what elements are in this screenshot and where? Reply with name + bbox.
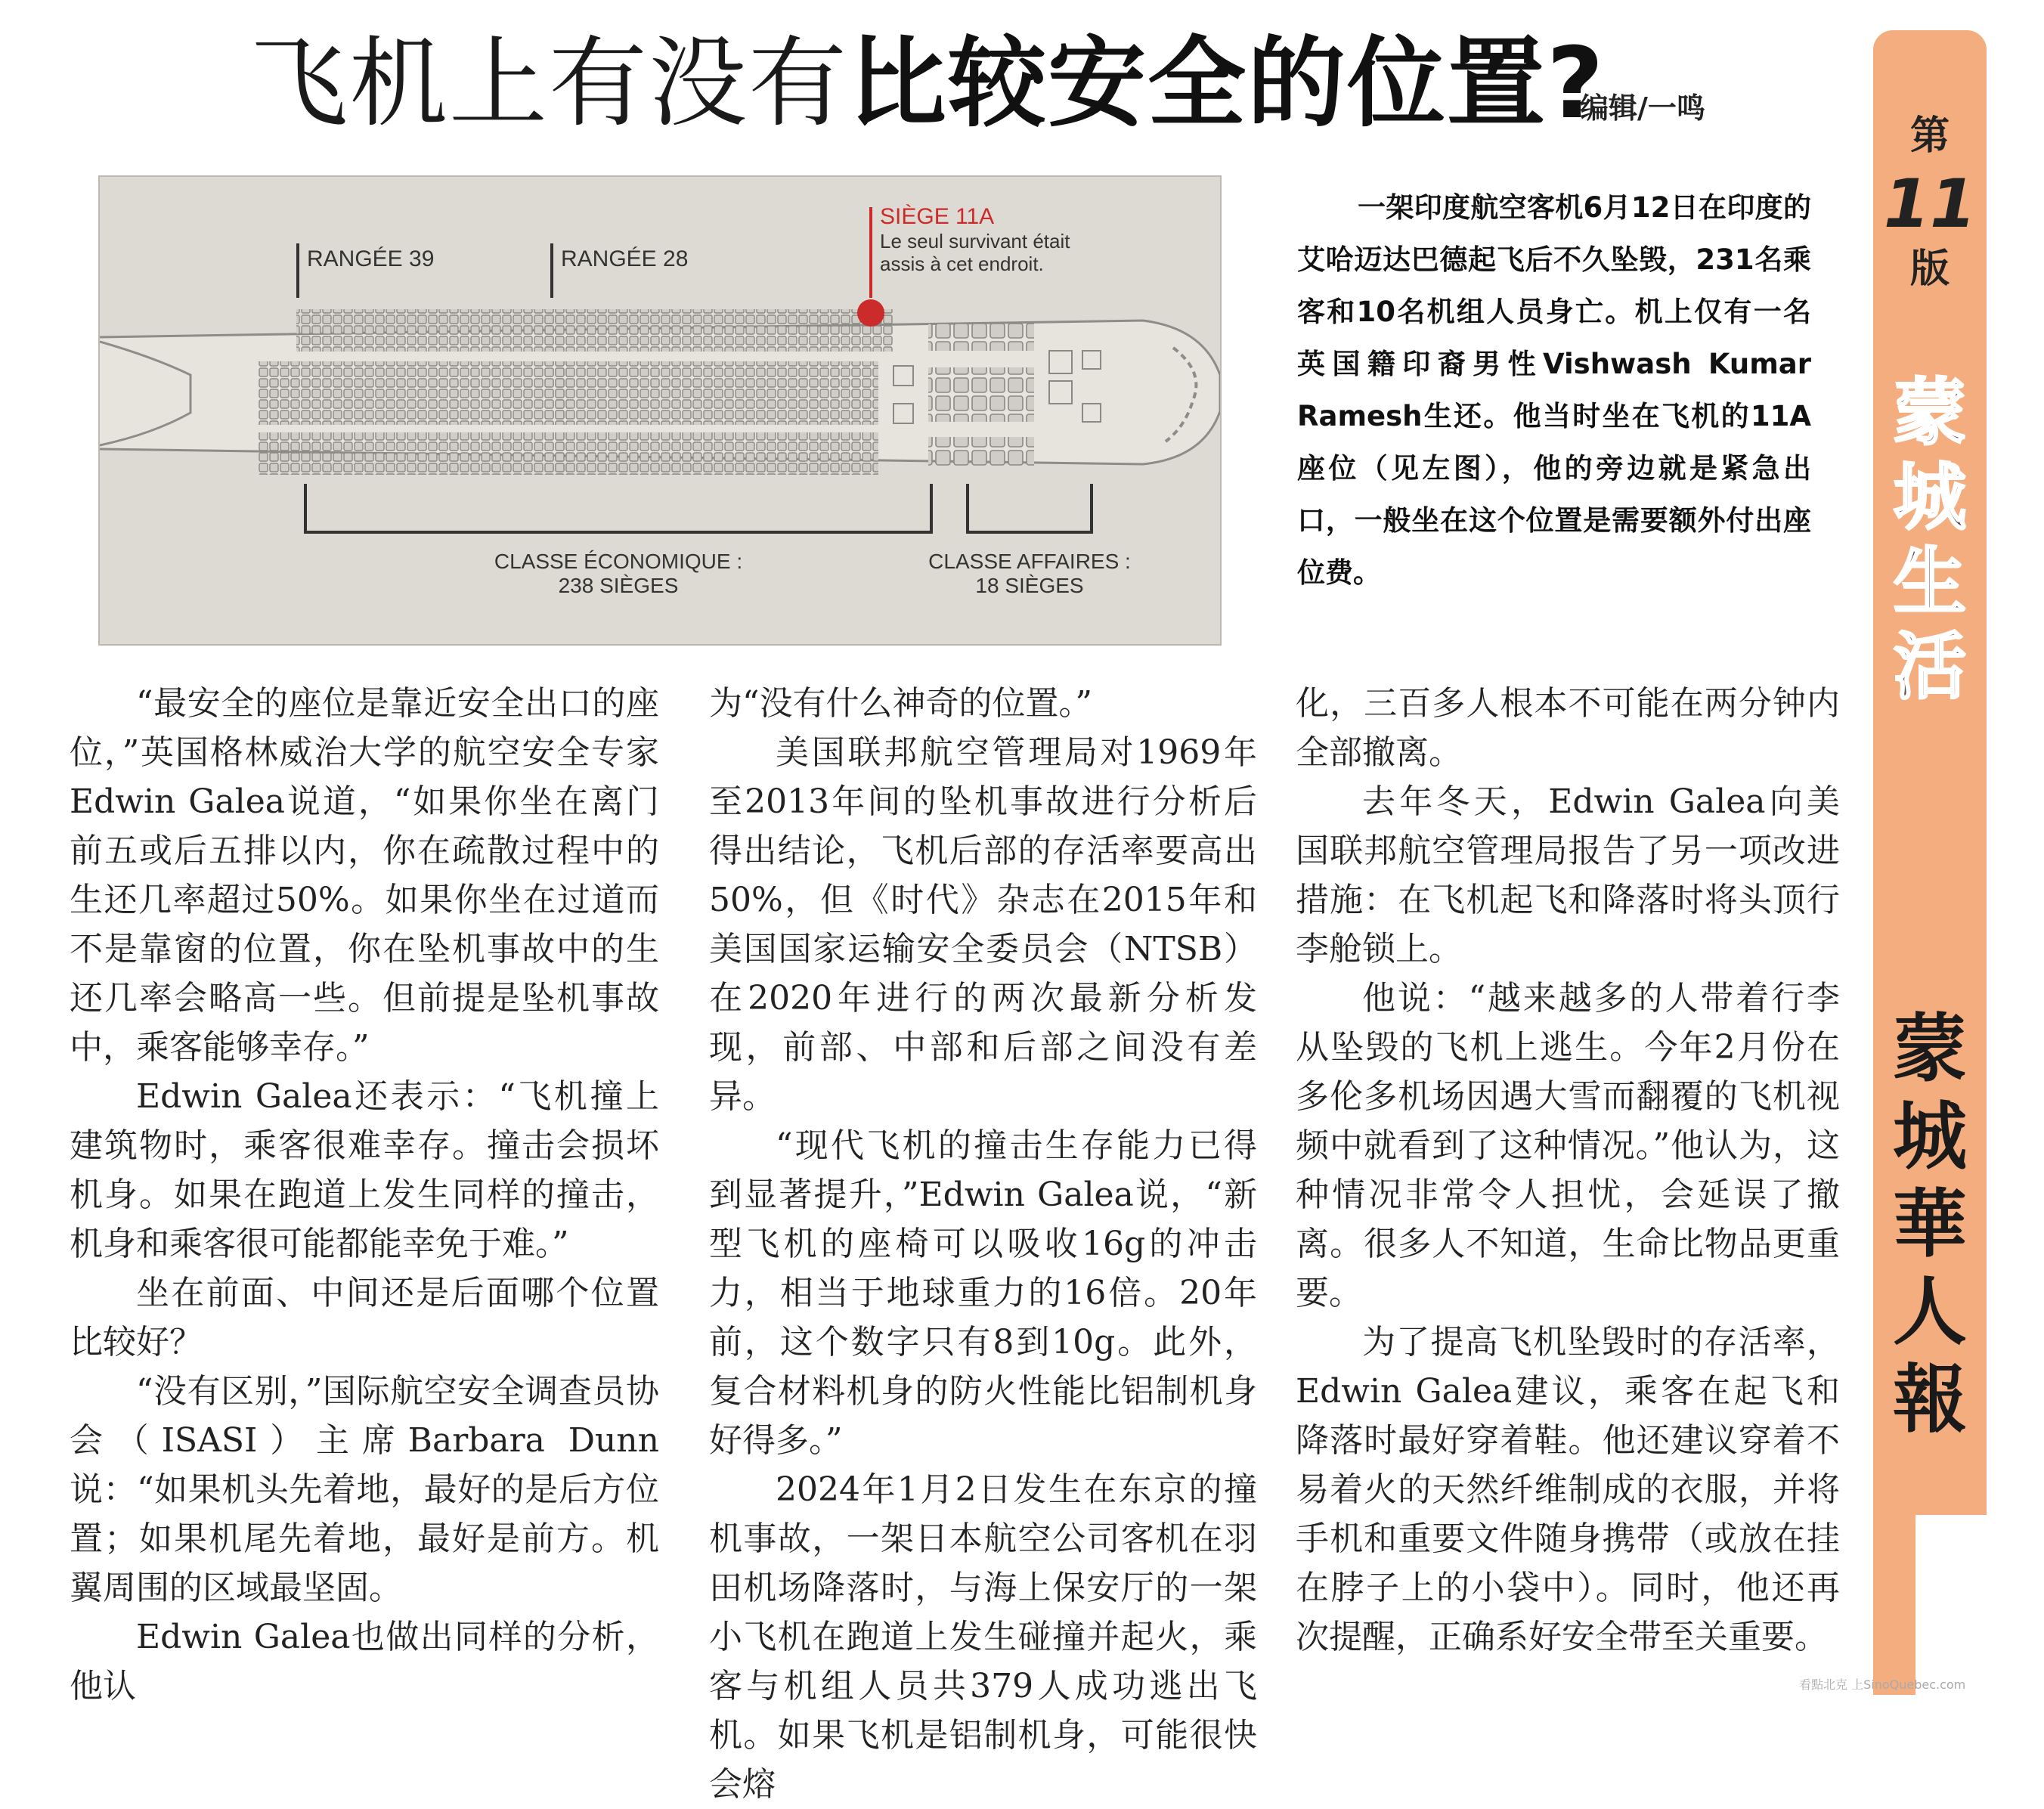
- col2-paragraph-3: 2024年1月2日发生在东京的撞机事故，一架日本航空公司客机在羽田机场降落时，与海上保安厅的一架小飞机在跑道上发生碰撞并起火，乘客与机组人员共379人成功逃出飞机。如果飞机是铝制机身，可能很快会熔: [709, 1470, 1257, 1804]
- row-28-label: RANGÉE 28: [561, 246, 689, 271]
- col1-paragraph-4: “没有区别，”国际航空安全调查员协会（ISASI）主席Barbara Dunn说：“如果机头先着地，最好的是后方位置；如果机尾先着地，最好是前方。机翼周围的区域最坚固。: [70, 1372, 659, 1607]
- seat-11a-note-1: Le seul survivant était: [880, 230, 1070, 252]
- edition-number: 11: [1883, 165, 1977, 243]
- headline-part-2: 比较安全的位置?: [848, 26, 1606, 141]
- seat-11a-marker: [857, 299, 884, 327]
- col3-paragraph-2: 他说：“越来越多的人带着行李从坠毁的飞机上逃生。今年2月份在多伦多机场因遇大雪而翻覆的飞机视频中就看到了这种情况。”他认为，这种情况非常令人担忧，会延误了撤离。很多人不知道，生命比物品更重要。: [1296, 979, 1840, 1312]
- section-char-2: 城: [1894, 455, 1966, 540]
- col1-paragraph-3: 坐在前面、中间还是后面哪个位置比较好？: [70, 1274, 659, 1361]
- article-column-2: [709, 679, 1257, 1809]
- paper-char-3: 華: [1892, 1182, 1967, 1268]
- col3-continuation: 化，三百多人根本不可能在两分钟内全部撤离。: [1296, 684, 1840, 772]
- newspaper-name: [1873, 1005, 1987, 1444]
- lead-paragraph: [1297, 181, 1811, 599]
- col1-paragraph-2: Edwin Galea还表示：“飞机撞上建筑物时，乘客很难幸存。撞击会损坏机身。如果在跑道上发生同样的撞击，机身和乘客很可能都能幸免于难。”: [70, 1077, 659, 1263]
- paper-char-2: 城: [1892, 1094, 1967, 1180]
- business-label-1: CLASSE AFFAIRES :: [928, 550, 1131, 573]
- seat-map-svg: [100, 177, 1220, 644]
- business-label-2: 18 SIÈGES: [975, 574, 1084, 597]
- paper-char-4: 人: [1892, 1269, 1967, 1355]
- article-column-1: [70, 679, 659, 1711]
- economy-label-1: CLASSE ÉCONOMIQUE :: [494, 550, 743, 573]
- edition-suffix: 版: [1909, 246, 1950, 292]
- economy-label-2: 238 SIÈGES: [558, 574, 679, 597]
- paper-char-1: 蒙: [1892, 1006, 1967, 1092]
- col2-continuation: 为“没有什么神奇的位置。”: [709, 684, 1092, 723]
- sidebar-tail: [1873, 1515, 1915, 1695]
- business-seats: [928, 321, 1034, 467]
- row-39-label: RANGÉE 39: [307, 246, 435, 271]
- headline-part-1: 飞机上有没有: [249, 26, 849, 141]
- seat-11a-title: SIÈGE 11A: [880, 204, 995, 229]
- section-char-3: 生: [1894, 540, 1966, 624]
- economy-seats: [259, 309, 893, 475]
- article-column-3: [1296, 679, 1840, 1662]
- paper-char-5: 報: [1892, 1357, 1967, 1443]
- class-brackets: [305, 484, 1092, 532]
- col1-paragraph-5: Edwin Galea也做出同样的分析，他认: [70, 1618, 659, 1705]
- col3-paragraph-3: 为了提高飞机坠毁时的存活率，Edwin Galea建议，乘客在起飞和降落时最好穿着鞋。他还建议穿着不易着火的天然纤维制成的衣服，并将手机和重要文件随身携带（或放在挂在脖子上的小袋中）。同时，他还再次提醒，正确系好安全带至关重要。: [1296, 1323, 1840, 1656]
- section-char-4: 活: [1894, 624, 1966, 709]
- headline: [249, 23, 1605, 144]
- footer-watermark: 看點北克 上SinoQuebec.com: [1799, 1677, 1966, 1692]
- col2-paragraph-2: “现代飞机的撞击生存能力已得到显著提升，”Edwin Galea说，“新型飞机的座椅可以吸收16g的冲击力，相当于地球重力的16倍。20年前，这个数字只有8到10g。此外，复合材料机身的防火性能比铝制机身好得多。”: [709, 1126, 1257, 1460]
- editor-credit: 编辑/一鸣: [1580, 91, 1705, 125]
- lead-text: 一架印度航空客机6月12日在印度的艾哈迈达巴德起飞后不久坠毁，231名乘客和10名机组人员身亡。机上仅有一名英国籍印裔男性Vishwash Kumar Ramesh生还。他当时坐在飞机的11A座位（见左图），他的旁边就是紧急出口，一般坐在这个位置是需要额外付出座位费。: [1297, 191, 1811, 589]
- col1-paragraph-1: “最安全的座位是靠近安全出口的座位，”英国格林威治大学的航空安全专家Edwin Galea说道，“如果你坐在离门前五或后五排以内，你在疏散过程中的生还几率超过50%。如果你坐在过道而不是靠窗的位置，你在坠机事故中的生还几率会略高一些。但前提是坠机事故中，乘客能够幸存。”: [70, 684, 659, 1067]
- col2-paragraph-1: 美国联邦航空管理局对1969年至2013年间的坠机事故进行分析后得出结论，飞机后部的存活率要高出50%，但《时代》杂志在2015年和美国国家运输安全委员会（NTSB）在2020年进行的两次最新分析发现，前部、中部和后部之间没有差异。: [709, 733, 1257, 1116]
- section-title: [1873, 370, 1987, 709]
- section-char-1: 蒙: [1894, 370, 1966, 455]
- seat-map-figure: [98, 175, 1222, 646]
- seat-11a-note-2: assis à cet endroit.: [880, 252, 1044, 275]
- edition-prefix: 第: [1909, 113, 1950, 159]
- col3-paragraph-1: 去年冬天，Edwin Galea向美国联邦航空管理局报告了另一项改进措施：在飞机起飞和降落时将头顶行李舱锁上。: [1296, 782, 1840, 968]
